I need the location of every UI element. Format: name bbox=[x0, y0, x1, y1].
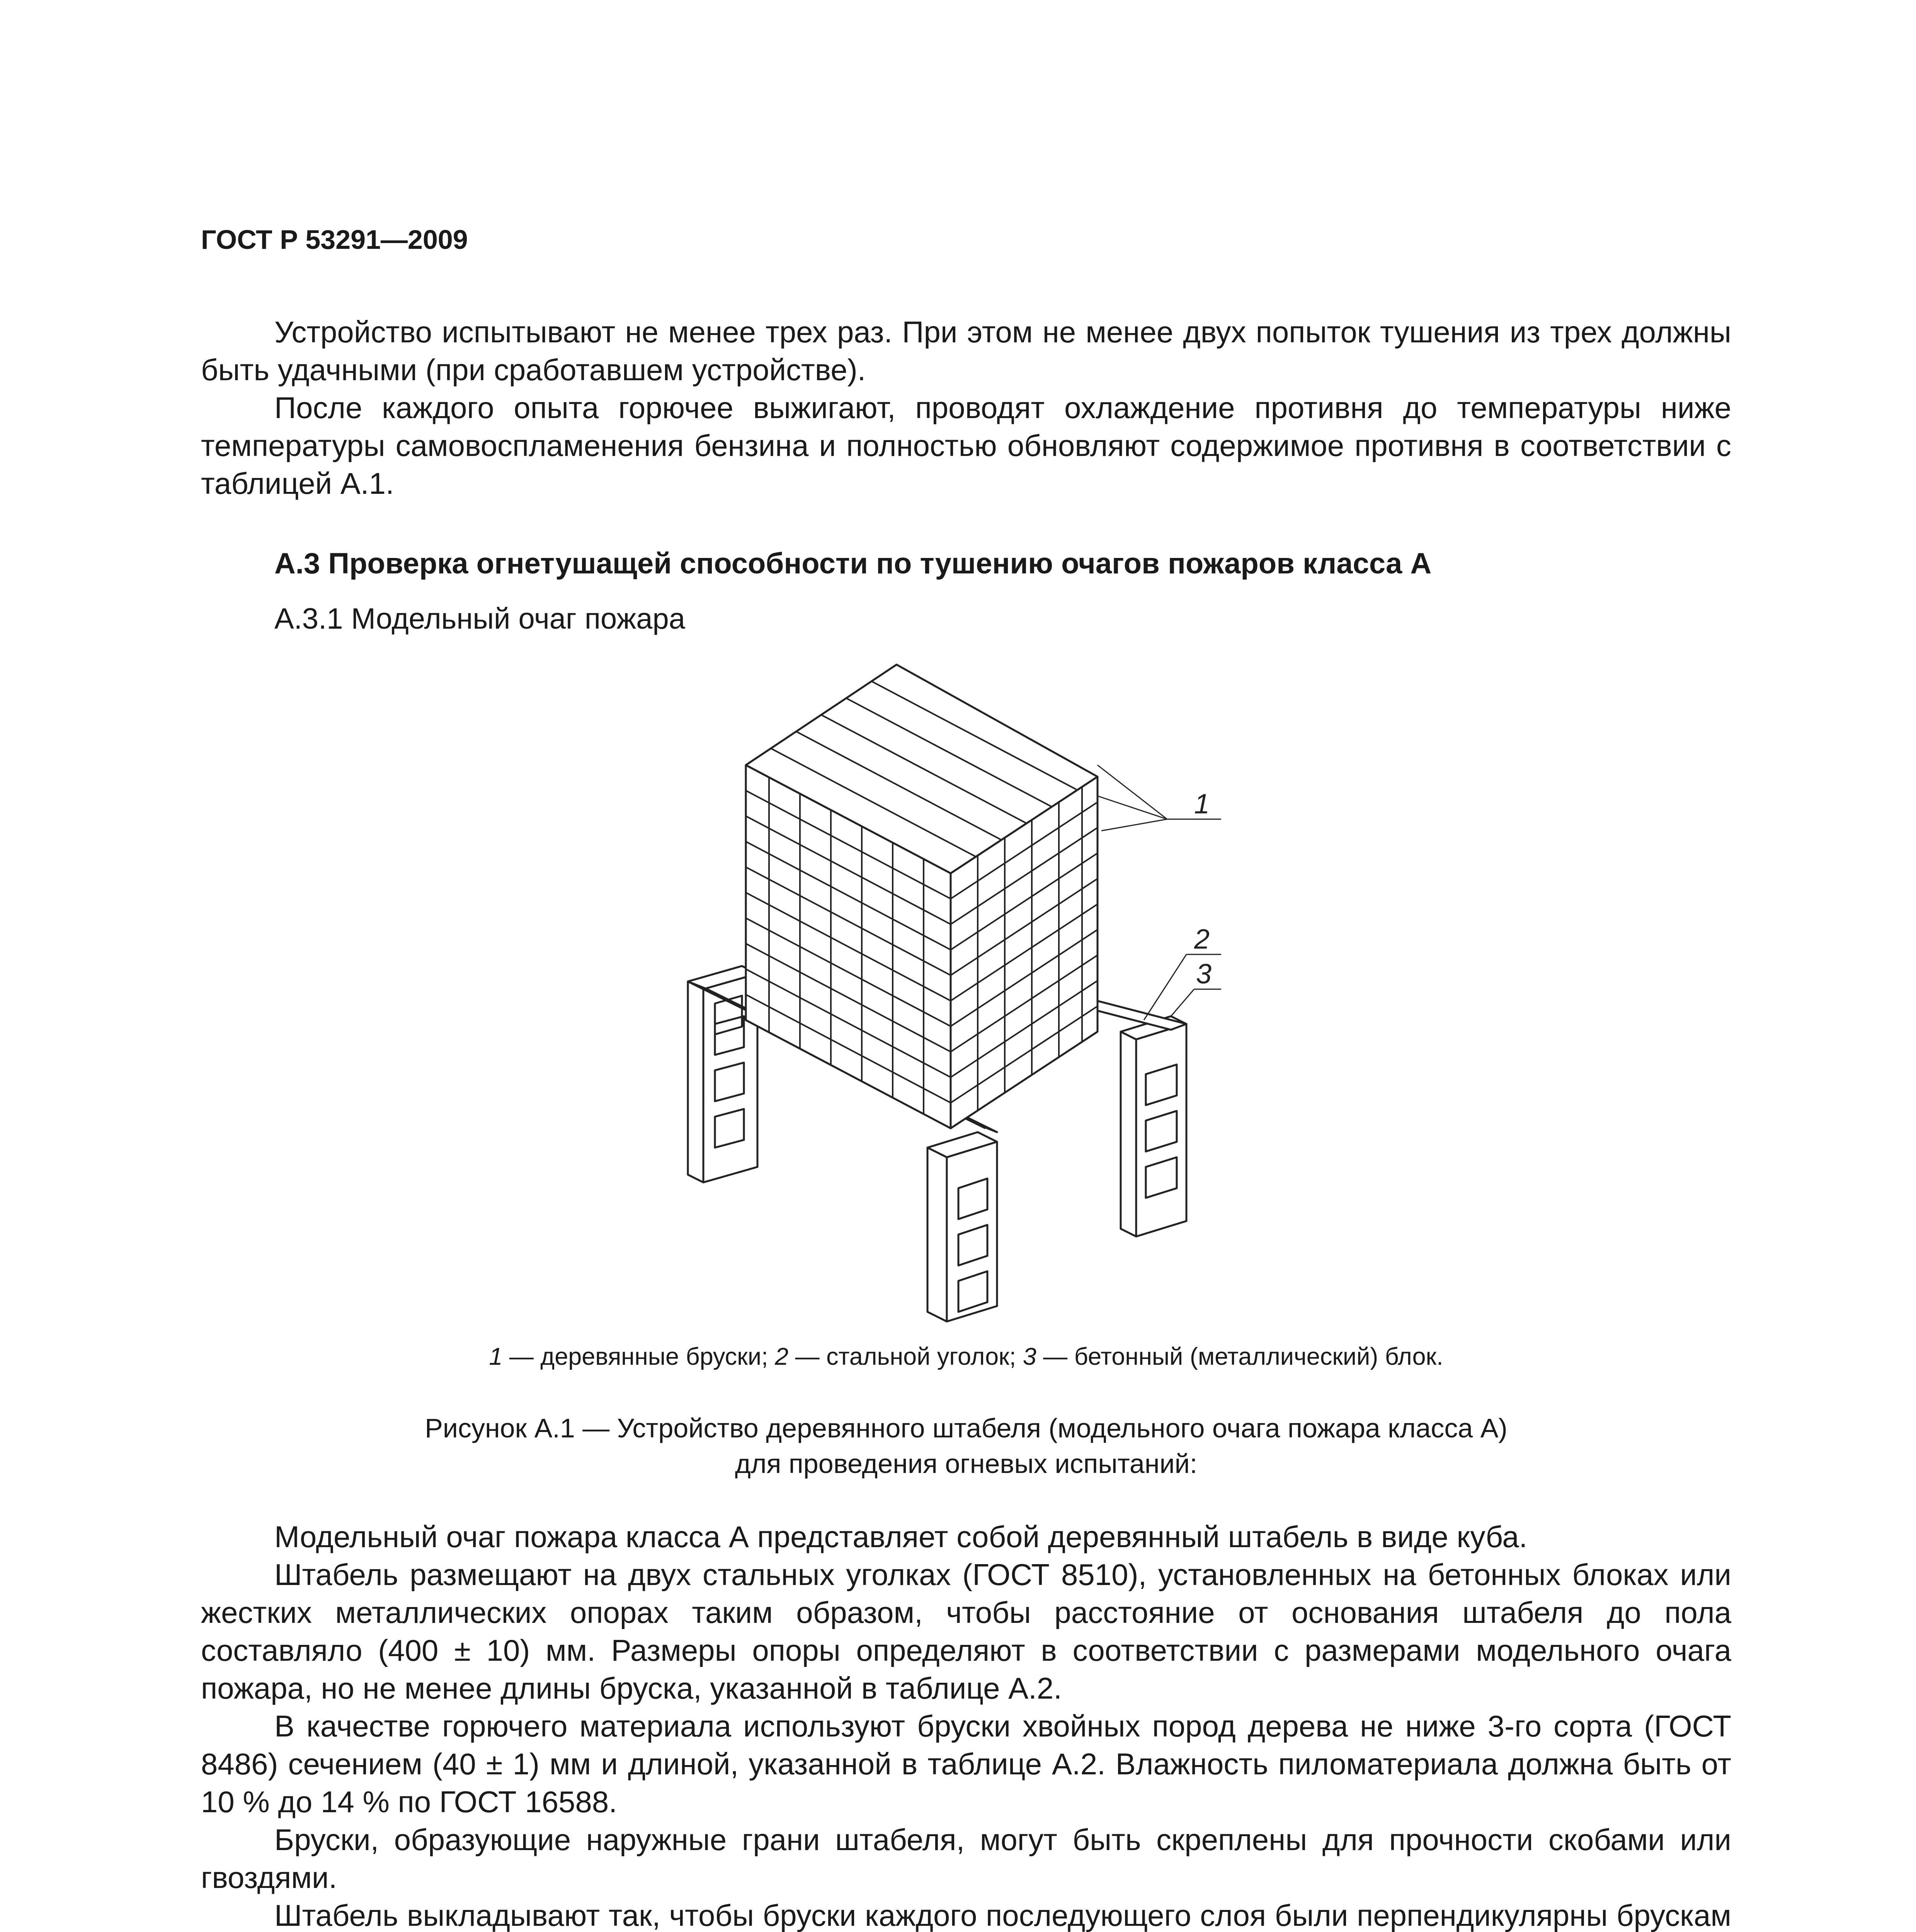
callout-2: 2 bbox=[1194, 924, 1210, 955]
legend-text-2: — стальной уголок; bbox=[788, 1343, 1023, 1370]
legend-num-2: 2 bbox=[775, 1343, 789, 1370]
paragraph-fuel-material: В качестве горючего материала используют бруски хвойных пород дерева не ниже 3-го сорта (ГОСТ 8486) сечением (40 ± 1) мм и длиной, указанной в таблице А.2. Влажность пиломатериала должна быть от 10 % до 14 % по ГОСТ 16588. bbox=[201, 1709, 1731, 1819]
figure-caption-line-2: для проведения огневых испытаний: bbox=[735, 1449, 1198, 1479]
legend-text-3: — бетонный (металлический) блок. bbox=[1036, 1343, 1443, 1370]
figure-caption-line-1: Рисунок А.1 — Устройство деревянного штабеля (модельного очага пожара класса А) bbox=[425, 1413, 1508, 1443]
wood-crib-figure bbox=[657, 649, 1275, 1329]
paragraph-model-fire: Модельный очаг пожара класса А представляет собой деревянный штабель в виде куба. bbox=[274, 1520, 1528, 1554]
paragraph-crib-placement: Штабель размещают на двух стальных уголках (ГОСТ 8510), установленных на бетонных блоках или жестких металлических опорах таким образом, чтобы расстояние от основания штабеля до пола составляло (400 ± 10) мм. Размеры опоры определяют в соответствии с размерами модельного очага пожара, но не менее длины бруска, указанной в таблице А.2. bbox=[201, 1558, 1731, 1705]
legend-num-1: 1 bbox=[489, 1343, 503, 1370]
callout-3: 3 bbox=[1196, 959, 1212, 990]
figure-caption bbox=[201, 1410, 1731, 1481]
concrete-block-right bbox=[1121, 1016, 1186, 1236]
paragraph-fastening: Бруски, образующие наружные грани штабеля, могут быть скреплены для прочности скобами или гвоздями. bbox=[201, 1823, 1731, 1895]
paragraph-after-test: После каждого опыта горючее выжигают, проводят охлаждение противня до температуры ниже температуры самовоспламенения бензина и полностью обновляют содержимое противня в соответствии с таблицей А.1. bbox=[201, 391, 1731, 500]
concrete-block-front bbox=[927, 1132, 997, 1321]
paragraph-stacking: Штабель выкладывают так, чтобы бруски каждого последующего слоя были перпендикулярны брускам bbox=[274, 1898, 1731, 1932]
callout-1: 1 bbox=[1194, 789, 1210, 820]
figure-legend bbox=[201, 1343, 1731, 1371]
paragraph-attempts: Устройство испытывают не менее трех раз. При этом не менее двух попыток тушения из трех должны быть удачными (при сработавшем устройстве). bbox=[201, 315, 1731, 387]
section-heading: А.3 Проверка огнетушащей способности по тушению очагов пожаров класса А bbox=[274, 547, 1432, 580]
subsection-heading: А.3.1 Модельный очаг пожара bbox=[274, 602, 686, 635]
document-code: ГОСТ Р 53291—2009 bbox=[201, 224, 468, 255]
legend-text-1: — деревянные бруски; bbox=[502, 1343, 775, 1370]
legend-num-3: 3 bbox=[1023, 1343, 1036, 1370]
